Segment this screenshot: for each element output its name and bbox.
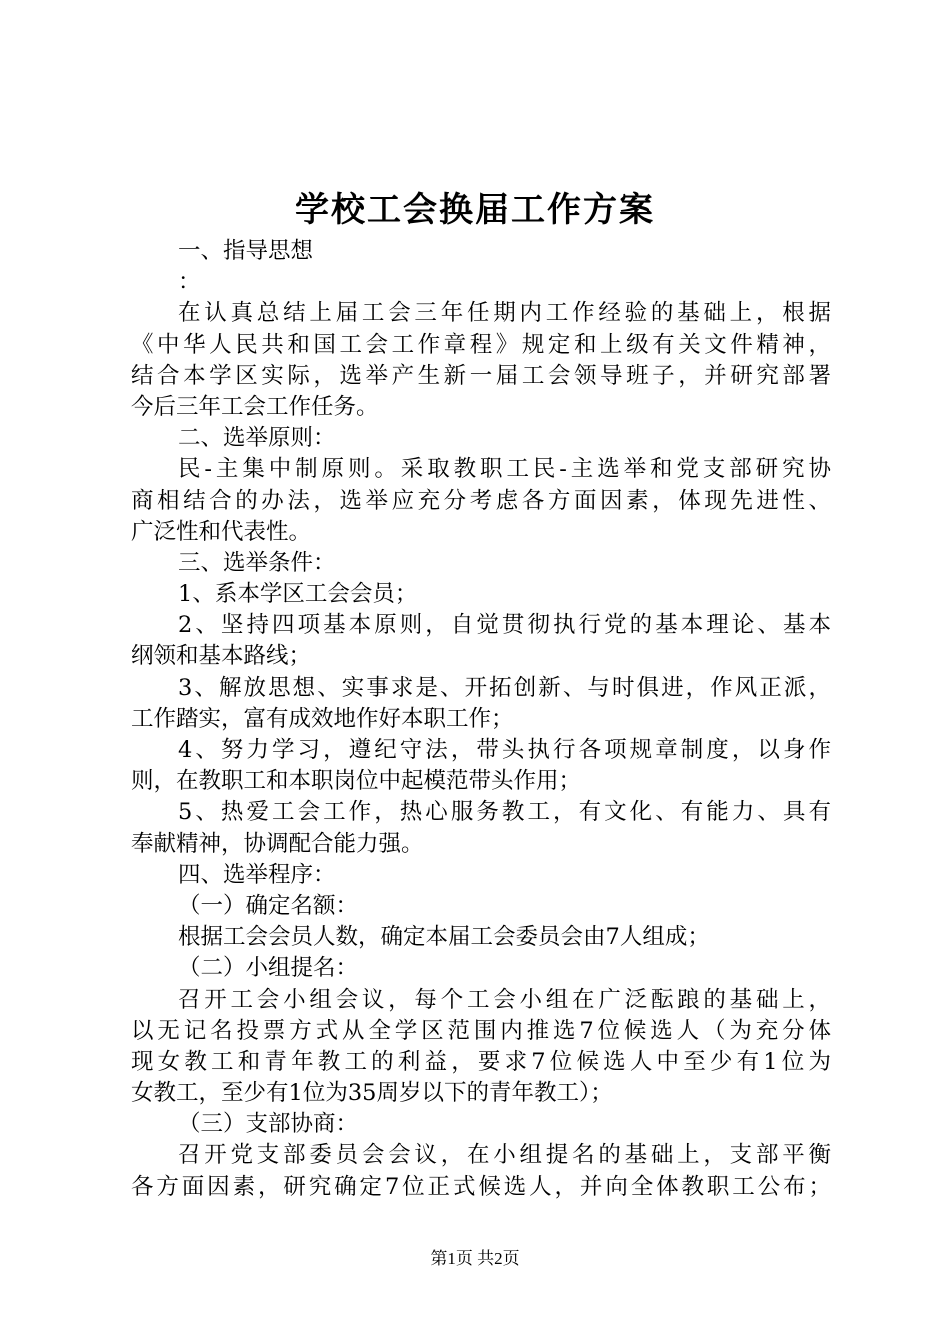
paragraph-line: 《中华人民共和国工会工作章程》规定和上级有关文件精神， [131,331,831,358]
paragraph-line: 工作踏实，富有成效地作好本职工作； [131,705,514,732]
paragraph-line: 5、热爱工会工作，热心服务教工，有文化、有能力、具有 [178,799,831,826]
paragraph-line: 奉献精神，协调配合能力强。 [131,830,424,857]
paragraph-line: 1、系本学区工会会员； [178,581,418,608]
document-title: 学校工会换届工作方案 [295,190,655,230]
paragraph-line: 商相结合的办法，选举应充分考虑各方面因素，体现先进性、 [131,487,831,514]
document-body [131,236,831,1203]
paragraph-line: 以无记名投票方式从全学区范围内推选7位候选人（为充分体 [131,1017,831,1044]
paragraph-line: 召开工会小组会议，每个工会小组在广泛酝踉的基础上， [178,986,831,1013]
paragraph-line: 民-主集中制原则。采取教职工民-主选举和党支部研究协 [178,456,831,483]
paragraph-line: （一）确定名额： [178,892,359,919]
paragraph-line: 3、解放思想、实事求是、开拓创新、与时俱进，作风正派， [178,674,831,701]
paragraph-line: 三、选举条件： [178,549,336,576]
paragraph-line: 在认真总结上届工会三年任期内工作经验的基础上，根据 [178,300,831,327]
paragraph-line: ： [178,269,201,296]
paragraph-line: 4、努力学习，遵纪守法，带头执行各项规章制度，以身作 [178,737,831,763]
paragraph-line: （三）支部协商： [178,1111,359,1138]
paragraph-line: 广泛性和代表性。 [131,518,312,545]
paragraph-line: 一、指导思想 [178,238,314,264]
paragraph-line: 结合本学区实际，选举产生新一届工会领导班子，并研究部署 [131,362,831,389]
paragraph-line: （二）小组提名： [178,955,359,982]
paragraph-line: 现女教工和青年教工的利益，要求7位候选人中至少有1位为 [131,1048,831,1075]
page-footer: 第1页 共2页 [430,1249,520,1268]
paragraph-line: 女教工，至少有1位为35周岁以下的青年教工）； [131,1080,613,1107]
paragraph-line: 今后三年工会工作任务。 [131,393,379,420]
paragraph-line: 根据工会会员人数，确定本届工会委员会由7人组成； [178,924,710,951]
paragraph-line: 各方面因素，研究确定7位正式候选人，并向全体教职工公布； [131,1173,831,1200]
paragraph-line: 四、选举程序： [178,861,336,888]
paragraph-line: 纲领和基本路线； [131,643,312,670]
paragraph-line: 二、选举原则： [178,425,336,452]
paragraph-line: 召开党支部委员会会议，在小组提名的基础上，支部平衡 [178,1142,831,1169]
paragraph-line: 2、坚持四项基本原则，自觉贯彻执行党的基本理论、基本 [178,612,831,639]
paragraph-line: 则，在教职工和本职岗位中起模范带头作用； [131,768,582,795]
